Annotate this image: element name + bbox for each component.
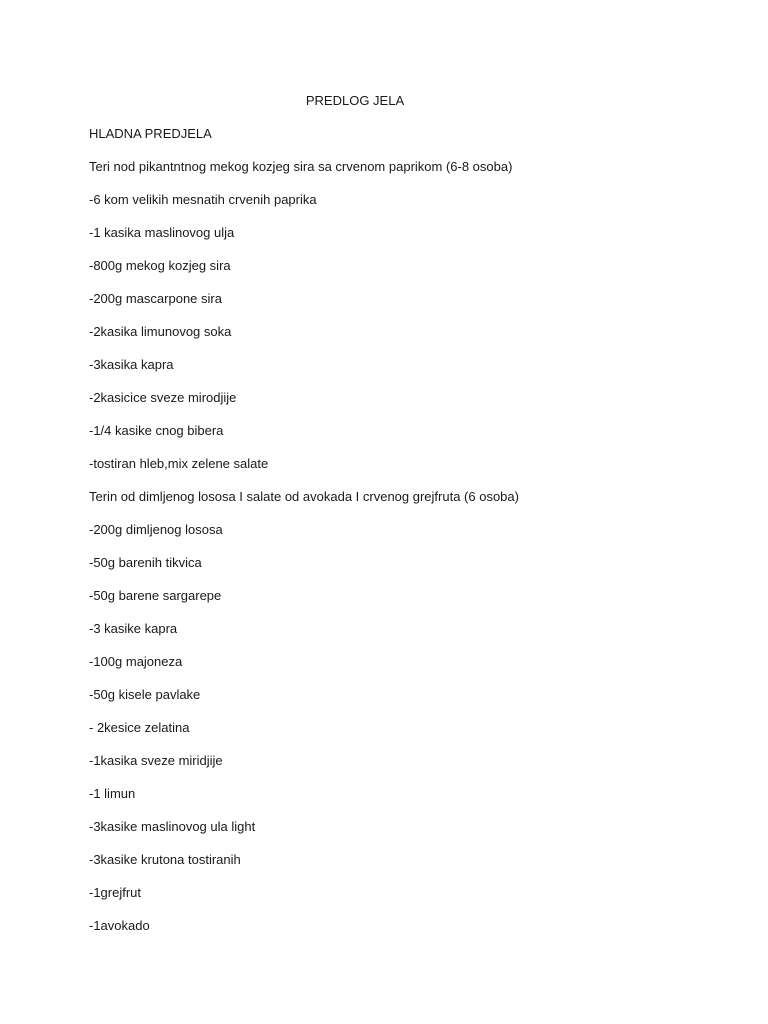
recipe-title: Teri nod pikantntnog mekog kozjeg sira sa crvenom paprikom (6-8 osoba) [89, 159, 513, 174]
ingredient-line: -1 kasika maslinovog ulja [89, 225, 235, 240]
ingredient-line: -3kasike krutona tostiranih [89, 852, 241, 867]
recipe-title: Terin od dimljenog lososa I salate od avokada I crvenog grejfruta (6 osoba) [89, 489, 519, 504]
ingredient-line: -50g barene sargarepe [89, 588, 222, 603]
ingredient-line: -100g majoneza [89, 654, 183, 669]
ingredient-line: -1 limun [89, 786, 136, 801]
ingredient-line: -1/4 kasike cnog bibera [89, 423, 224, 438]
ingredient-line: -50g barenih tikvica [89, 555, 202, 570]
ingredient-line: -3 kasike kapra [89, 621, 178, 636]
ingredient-line: -200g mascarpone sira [89, 291, 222, 306]
ingredient-line: -3kasika kapra [89, 357, 174, 372]
ingredient-line: -1avokado [89, 918, 150, 933]
ingredient-line: -1kasika sveze miridjije [89, 753, 223, 768]
ingredient-line: -tostiran hleb,mix zelene salate [89, 456, 269, 471]
ingredient-line: -50g kisele pavlake [89, 687, 201, 702]
ingredient-line: -1grejfrut [89, 885, 142, 900]
ingredient-line: -2kasika limunovog soka [89, 324, 232, 339]
ingredient-line: -200g dimljenog lososa [89, 522, 223, 537]
document-body [89, 125, 729, 950]
ingredient-line: -6 kom velikih mesnatih crvenih paprika [89, 192, 317, 207]
document-title: PREDLOG JELA [305, 93, 405, 108]
ingredient-line: -800g mekog kozjeg sira [89, 258, 231, 273]
section-heading: HLADNA PREDJELA [89, 126, 212, 141]
ingredient-line: -3kasike maslinovog ula light [89, 819, 256, 834]
ingredient-line: - 2kesice zelatina [89, 720, 190, 735]
ingredient-line: -2kasicice sveze mirodjije [89, 390, 237, 405]
